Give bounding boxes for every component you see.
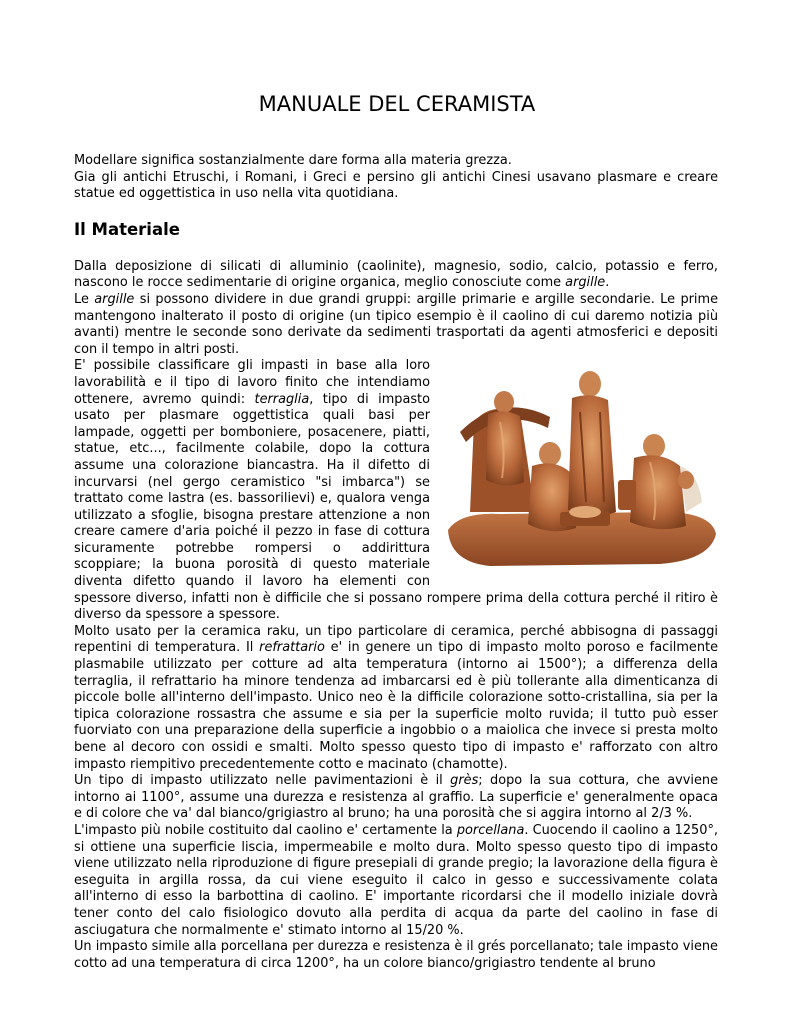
right-figure-head [643, 434, 665, 458]
paragraph-6-text: L'impasto più nobile costituito dal caolino e' certamente la [74, 822, 457, 838]
shepherd-body [486, 412, 524, 486]
central-figure-head [579, 371, 601, 397]
paragraph-1 [74, 259, 718, 292]
paragraph-2-text: Le [74, 291, 95, 307]
paragraph-6-emphasis: porcellana [456, 822, 525, 838]
terracotta-nativity-figure [440, 362, 722, 572]
paragraph-7 [74, 939, 718, 972]
paragraph-2-emphasis: argille [94, 291, 135, 307]
intro-line-1: Modellare significa sostanzialmente dare forma alla materia grezza. [74, 153, 512, 168]
paragraph-7-text: Un impasto simile alla porcellana per durezza e resistenza è il grés porcellanato; tale impasto viene cotto ad una temperatura di circa 1200°, ha un colore bianco/grigiastro tendente al bruno [74, 939, 718, 971]
paragraph-4-emphasis: refrattario [259, 640, 325, 656]
paragraph-2-text-end: si possono dividere in due grandi gruppi: argille primarie e argille secondarie. Le prime mantengono inalterato il posto di origine (un tipico esempio è il caolino di cui daremo notizia più avanti) mentre le seconde sono derivate da sedimenti trasportati da agenti atmosferici e depositi con il tempo in altri posti. [74, 291, 719, 357]
paragraph-5 [74, 773, 718, 823]
paragraph-4 [74, 624, 718, 773]
paragraph-3 [74, 358, 718, 624]
paragraph-3-emphasis: terraglia [254, 391, 310, 407]
paragraph-5-emphasis: grès [450, 773, 479, 789]
paragraph-1-emphasis: argille [565, 275, 606, 291]
paragraph-2 [74, 292, 718, 358]
central-figure-body [568, 396, 616, 517]
paragraph-1-text: Dalla deposizione di silicati di alluminio (caolinite), magnesio, sodio, calcio, potassio e ferro, nascono le rocce sedimentarie di origine organica, meglio conosciute come [74, 258, 718, 291]
intro-line-2: Gia gli antichi Etruschi, i Romani, i Greci e persino gli antichi Cinesi usavano plasmare e creare statue ed oggettistica in uso nella vita quotidiana. [74, 169, 718, 202]
paragraph-5-text: Un tipo di impasto utilizzato nelle pavimentazioni è il [74, 773, 451, 789]
page-title: MANUALE DEL CERAMISTA [258, 92, 536, 116]
baby [569, 506, 601, 518]
paragraph-3-text: E' possibile classificare gli impasti in base alla loro lavorabilità e il tipo di lavoro finito che intendiamo ottenere, avremo quindi: [74, 358, 430, 407]
paragraph-5-text-end: ; dopo la sua cottura, che avviene intorno ai 1100°, assume una durezza e resistenza al graffio. La superficie e' generalmente opaca e di colore che va' dal bianco/grigiastro al bruno; ha una porosità che si aggira intorno al 2/3 %. [74, 773, 718, 822]
paragraph-4-text-end: e' in genere un tipo di impasto molto poroso e facilmente plasmabile utilizzato per cotture ad alta temperatura (intorno ai 1500°); a differenza della terraglia, il refrattario ha minore tendenza ad imbarcarsi ed è più tollerante alla dimenticanza di piccole bolle all'interno dell'impasto. Unico neo è la difficile colorazione sotto-cristallina, sia per la tipica colorazione rossastra che assume e sia per la superficie molto ruvida; il tutto può esser fuorviato con una preparazione della superficie a ingobbio o a maiolica che invece si presta molto bene al decoro con ossidi e smalti. Molto spesso questo tipo di impasto e' rafforzato con altro impasto riempitivo precedentemente cotto e macinato (chamotte). [74, 640, 719, 772]
far-right-figure-head [678, 471, 694, 489]
section-heading: Il Materiale [74, 219, 180, 239]
paragraph-6-text-end: . Cuocendo il caolino a 1250°, si ottiene una superficie liscia, impermeabile e molto dura. Molto spesso questo tipo di impasto viene utilizzato nella riproduzione di figure presepiali di grande pregio; la lavorazione della figura è eseguita in argilla rossa, da cui viene eseguito il calco in gesso e successivamente colata all'interno di esso la barbottina di caolino. E' importante ricordarsi che il modello iniziale dovrà tener conto del calo fisiologico dovuto alla perdita di acqua da parte del caolino in fase di asciugatura che normalmente e' stimato intorno al 15/20 %. [74, 822, 718, 938]
paragraph-3-text-end: , tipo di impasto usato per plasmare oggettistica quali basi per lampade, oggetti per bomboniere, posacenere, piatti, statue, etc..., facilmente colabile, dopo la cottura assume una colorazione biancastra. Ha il difetto di incurvarsi (nel gergo ceramistico "si imbarca") se trattato come lastra (es. bassorilievi) e, qualora venga utilizzato a sfoglie, bisogna prestare attenzione a non creare camere d'aria poiché il pezzo in fase di cottura sicuramente potrebbe rompersi o addirittura scoppiare; la buona porosità di questo materiale diventa difetto quando il lavoro ha elementi con spessore diverso, infatti non è difficile che si possano rompere prima della cottura perché il ritiro è diverso da spessore a spessore. [74, 391, 718, 623]
paragraph-4-text: Molto usato per la ceramica raku, un tipo particolare di ceramica, perché abbisogna di passaggi repentini di temperatura. Il [74, 623, 718, 656]
terracotta-sculpture-image [440, 362, 722, 572]
document-body [74, 90, 718, 972]
kneeling-figure-head [539, 442, 561, 466]
basket [618, 480, 636, 510]
shepherd-head [494, 391, 514, 413]
right-figure-body [630, 456, 686, 530]
paragraph-1-text-end: . [605, 275, 610, 291]
paragraph-6 [74, 823, 718, 939]
